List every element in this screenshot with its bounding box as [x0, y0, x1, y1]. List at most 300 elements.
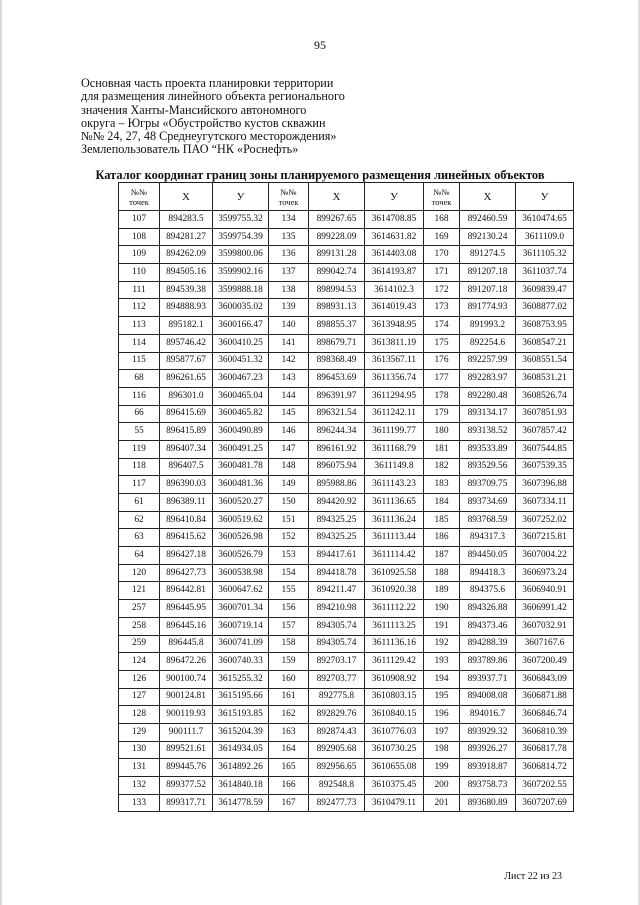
y-cell: 3611136.24	[365, 511, 424, 529]
y-cell: 3600410.25	[213, 334, 269, 352]
y-cell: 3608753.95	[516, 317, 574, 335]
point-number-cell: 176	[424, 352, 460, 370]
x-cell: 893734.69	[460, 494, 516, 512]
x-cell: 893138.52	[460, 423, 516, 441]
y-cell: 3607200.49	[516, 653, 574, 671]
x-cell: 896389.11	[160, 494, 213, 512]
y-cell: 3606817.78	[516, 741, 574, 759]
point-number-cell: 165	[269, 759, 309, 777]
y-cell: 3614934.05	[213, 741, 269, 759]
point-number-cell: 190	[424, 600, 460, 618]
y-cell: 3600035.02	[213, 299, 269, 317]
x-cell: 894325.25	[309, 529, 365, 547]
y-cell: 3611113.25	[365, 617, 424, 635]
x-cell: 895988.86	[309, 476, 365, 494]
point-number-cell: 107	[119, 211, 160, 229]
y-cell: 3607004.22	[516, 547, 574, 565]
point-number-cell: 155	[269, 582, 309, 600]
x-cell: 894305.74	[309, 617, 365, 635]
point-number-cell: 198	[424, 741, 460, 759]
y-cell: 3614892.26	[213, 759, 269, 777]
y-cell: 3606871.88	[516, 688, 574, 706]
x-cell: 899317.71	[160, 794, 213, 812]
y-cell: 3608531.21	[516, 370, 574, 388]
point-number-cell: 166	[269, 777, 309, 795]
x-cell: 892703.77	[309, 670, 365, 688]
point-number-cell: 61	[119, 494, 160, 512]
x-cell: 891274.5	[460, 246, 516, 264]
column-header-x: X	[460, 183, 516, 211]
y-cell: 3611136.65	[365, 494, 424, 512]
y-cell: 3607544.85	[516, 440, 574, 458]
table-header-row	[119, 183, 574, 211]
y-cell: 3600481.36	[213, 476, 269, 494]
column-header-point-number: №№ точек	[119, 183, 160, 211]
y-cell: 3614102.3	[365, 281, 424, 299]
x-cell: 893533.89	[460, 440, 516, 458]
point-number-cell: 108	[119, 228, 160, 246]
y-cell: 3611199.77	[365, 423, 424, 441]
x-cell: 896410.84	[160, 511, 213, 529]
x-cell: 898855.37	[309, 317, 365, 335]
y-cell: 3599755.32	[213, 211, 269, 229]
x-cell: 894418.78	[309, 564, 365, 582]
point-number-cell: 133	[119, 794, 160, 812]
table-body	[119, 211, 574, 812]
y-cell: 3607851.93	[516, 405, 574, 423]
y-cell: 3606973.24	[516, 564, 574, 582]
y-cell: 3607252.02	[516, 511, 574, 529]
y-cell: 3614193.87	[365, 264, 424, 282]
x-cell: 899377.52	[160, 777, 213, 795]
point-number-cell: 259	[119, 635, 160, 653]
x-cell: 896390.03	[160, 476, 213, 494]
x-cell: 893709.75	[460, 476, 516, 494]
point-number-cell: 178	[424, 387, 460, 405]
x-cell: 895746.42	[160, 334, 213, 352]
y-cell: 3611294.95	[365, 387, 424, 405]
table-row	[119, 211, 574, 229]
y-cell: 3606940.91	[516, 582, 574, 600]
y-cell: 3611109.0	[516, 228, 574, 246]
table-row	[119, 564, 574, 582]
y-cell: 3610776.03	[365, 723, 424, 741]
point-number-cell: 175	[424, 334, 460, 352]
y-cell: 3606814.72	[516, 759, 574, 777]
y-cell: 3611356.74	[365, 370, 424, 388]
table-row	[119, 617, 574, 635]
point-number-cell: 113	[119, 317, 160, 335]
table-row	[119, 423, 574, 441]
table-row	[119, 246, 574, 264]
y-cell: 3600166.47	[213, 317, 269, 335]
point-number-cell: 117	[119, 476, 160, 494]
x-cell: 895877.67	[160, 352, 213, 370]
y-cell: 3600740.33	[213, 653, 269, 671]
table-row	[119, 476, 574, 494]
x-cell: 894375.6	[460, 582, 516, 600]
point-number-cell: 150	[269, 494, 309, 512]
y-cell: 3611143.23	[365, 476, 424, 494]
point-number-cell: 127	[119, 688, 160, 706]
x-cell: 896075.94	[309, 458, 365, 476]
point-number-cell: 142	[269, 352, 309, 370]
x-cell: 898931.13	[309, 299, 365, 317]
point-number-cell: 144	[269, 387, 309, 405]
point-number-cell: 156	[269, 600, 309, 618]
x-cell: 893937.71	[460, 670, 516, 688]
table-row	[119, 529, 574, 547]
y-cell: 3613811.19	[365, 334, 424, 352]
point-number-cell: 189	[424, 582, 460, 600]
point-number-cell: 153	[269, 547, 309, 565]
point-number-cell: 157	[269, 617, 309, 635]
x-cell: 894418.3	[460, 564, 516, 582]
point-number-cell: 186	[424, 529, 460, 547]
x-cell: 900100.74	[160, 670, 213, 688]
table-row	[119, 317, 574, 335]
y-cell: 3599754.39	[213, 228, 269, 246]
x-cell: 892775.8	[309, 688, 365, 706]
x-cell: 894016.7	[460, 706, 516, 724]
point-number-cell: 167	[269, 794, 309, 812]
y-cell: 3607396.88	[516, 476, 574, 494]
table-row	[119, 440, 574, 458]
table-title: Каталог координат границ зоны планируемого размещения линейных объектов	[95, 168, 545, 182]
header-line: округа – Югры «Обустройство кустов скважин	[81, 115, 326, 130]
y-cell: 3614019.43	[365, 299, 424, 317]
y-cell: 3599800.06	[213, 246, 269, 264]
x-cell: 899131.28	[309, 246, 365, 264]
header-line: Основная часть проекта планировки территории	[81, 76, 334, 90]
y-cell: 3615195.66	[213, 688, 269, 706]
y-cell: 3614840.18	[213, 777, 269, 795]
y-cell: 3610730.25	[365, 741, 424, 759]
y-cell: 3599902.16	[213, 264, 269, 282]
point-number-cell: 183	[424, 476, 460, 494]
table-row	[119, 387, 574, 405]
coordinates-table	[118, 182, 574, 812]
y-cell: 3607207.69	[516, 794, 574, 812]
x-cell: 894317.3	[460, 529, 516, 547]
point-number-cell: 199	[424, 759, 460, 777]
point-number-cell: 258	[119, 617, 160, 635]
x-cell: 896415.89	[160, 423, 213, 441]
header-line: для размещения линейного объекта регионального	[81, 89, 345, 104]
x-cell: 894008.08	[460, 688, 516, 706]
column-header-x: X	[309, 183, 365, 211]
x-cell: 892956.65	[309, 759, 365, 777]
point-number-cell: 139	[269, 299, 309, 317]
point-number-cell: 152	[269, 529, 309, 547]
y-cell: 3611149.8	[365, 458, 424, 476]
x-cell: 893929.32	[460, 723, 516, 741]
x-cell: 896407.34	[160, 440, 213, 458]
y-cell: 3610655.08	[365, 759, 424, 777]
y-cell: 3615204.39	[213, 723, 269, 741]
point-number-cell: 145	[269, 405, 309, 423]
point-number-cell: 163	[269, 723, 309, 741]
column-header-point-number: №№ точек	[424, 183, 460, 211]
table-row	[119, 547, 574, 565]
x-cell: 894281.27	[160, 228, 213, 246]
x-cell: 892905.68	[309, 741, 365, 759]
y-cell: 3608877.02	[516, 299, 574, 317]
x-cell: 896427.18	[160, 547, 213, 565]
point-number-cell: 182	[424, 458, 460, 476]
column-header-x: X	[160, 183, 213, 211]
y-cell: 3610479.11	[365, 794, 424, 812]
y-cell: 3610840.15	[365, 706, 424, 724]
y-cell: 3611129.42	[365, 653, 424, 671]
y-cell: 3606846.74	[516, 706, 574, 724]
point-number-cell: 200	[424, 777, 460, 795]
page-number: 95	[314, 38, 326, 52]
point-number-cell: 162	[269, 706, 309, 724]
point-number-cell: 171	[424, 264, 460, 282]
y-cell: 3607167.6	[516, 635, 574, 653]
y-cell: 3600701.34	[213, 600, 269, 618]
x-cell: 896407.5	[160, 458, 213, 476]
x-cell: 896244.34	[309, 423, 365, 441]
x-cell: 896445.95	[160, 600, 213, 618]
point-number-cell: 118	[119, 458, 160, 476]
column-header-y: У	[516, 183, 574, 211]
y-cell: 3609839.47	[516, 281, 574, 299]
point-number-cell: 116	[119, 387, 160, 405]
point-number-cell: 169	[424, 228, 460, 246]
y-cell: 3600526.98	[213, 529, 269, 547]
point-number-cell: 66	[119, 405, 160, 423]
x-cell: 891207.18	[460, 281, 516, 299]
column-header-y: У	[213, 183, 269, 211]
y-cell: 3600451.32	[213, 352, 269, 370]
header-line: №№ 24, 27, 48 Среднеугутского месторождения»	[81, 129, 337, 144]
table-row	[119, 706, 574, 724]
point-number-cell: 68	[119, 370, 160, 388]
point-number-cell: 194	[424, 670, 460, 688]
y-cell: 3611136.16	[365, 635, 424, 653]
x-cell: 894417.61	[309, 547, 365, 565]
x-cell: 899267.65	[309, 211, 365, 229]
table-row	[119, 299, 574, 317]
point-number-cell: 124	[119, 653, 160, 671]
x-cell: 900119.93	[160, 706, 213, 724]
y-cell: 3600519.62	[213, 511, 269, 529]
table-row	[119, 777, 574, 795]
x-cell: 894288.39	[460, 635, 516, 653]
y-cell: 3611105.32	[516, 246, 574, 264]
x-cell: 891993.2	[460, 317, 516, 335]
x-cell: 893680.89	[460, 794, 516, 812]
point-number-cell: 160	[269, 670, 309, 688]
x-cell: 894450.05	[460, 547, 516, 565]
y-cell: 3599888.18	[213, 281, 269, 299]
table-row	[119, 653, 574, 671]
point-number-cell: 62	[119, 511, 160, 529]
x-cell: 892548.8	[309, 777, 365, 795]
x-cell: 896321.54	[309, 405, 365, 423]
x-cell: 892703.17	[309, 653, 365, 671]
y-cell: 3600538.98	[213, 564, 269, 582]
point-number-cell: 120	[119, 564, 160, 582]
point-number-cell: 196	[424, 706, 460, 724]
point-number-cell: 164	[269, 741, 309, 759]
point-number-cell: 191	[424, 617, 460, 635]
y-cell: 3608526.74	[516, 387, 574, 405]
point-number-cell: 187	[424, 547, 460, 565]
point-number-cell: 172	[424, 281, 460, 299]
point-number-cell: 181	[424, 440, 460, 458]
point-number-cell: 180	[424, 423, 460, 441]
point-number-cell: 146	[269, 423, 309, 441]
y-cell: 3611242.11	[365, 405, 424, 423]
table-row	[119, 511, 574, 529]
x-cell: 896415.62	[160, 529, 213, 547]
x-cell: 892874.43	[309, 723, 365, 741]
y-cell: 3610920.38	[365, 582, 424, 600]
point-number-cell: 55	[119, 423, 160, 441]
x-cell: 896445.8	[160, 635, 213, 653]
table-row	[119, 582, 574, 600]
header-line: значения Ханты-Мансийского автономного	[81, 102, 307, 117]
y-cell: 3614631.82	[365, 228, 424, 246]
y-cell: 3600741.09	[213, 635, 269, 653]
x-cell: 894210.98	[309, 600, 365, 618]
x-cell: 895182.1	[160, 317, 213, 335]
point-number-cell: 184	[424, 494, 460, 512]
y-cell: 3606810.39	[516, 723, 574, 741]
x-cell: 892130.24	[460, 228, 516, 246]
point-number-cell: 114	[119, 334, 160, 352]
point-number-cell: 174	[424, 317, 460, 335]
table-row	[119, 370, 574, 388]
x-cell: 893918.87	[460, 759, 516, 777]
table-row	[119, 688, 574, 706]
x-cell: 896261.65	[160, 370, 213, 388]
y-cell: 3600490.89	[213, 423, 269, 441]
point-number-cell: 135	[269, 228, 309, 246]
y-cell: 3610474.65	[516, 211, 574, 229]
y-cell: 3600467.23	[213, 370, 269, 388]
sheet-footer: Лист 22 из 23	[504, 871, 562, 882]
point-number-cell: 115	[119, 352, 160, 370]
x-cell: 892280.48	[460, 387, 516, 405]
point-number-cell: 148	[269, 458, 309, 476]
x-cell: 896442.81	[160, 582, 213, 600]
y-cell: 3600526.79	[213, 547, 269, 565]
point-number-cell: 177	[424, 370, 460, 388]
point-number-cell: 109	[119, 246, 160, 264]
table-row	[119, 723, 574, 741]
point-number-cell: 158	[269, 635, 309, 653]
table-row	[119, 334, 574, 352]
table-row	[119, 494, 574, 512]
point-number-cell: 143	[269, 370, 309, 388]
x-cell: 896415.69	[160, 405, 213, 423]
x-cell: 900124.81	[160, 688, 213, 706]
point-number-cell: 197	[424, 723, 460, 741]
x-cell: 894326.88	[460, 600, 516, 618]
y-cell: 3607334.11	[516, 494, 574, 512]
point-number-cell: 130	[119, 741, 160, 759]
x-cell: 894888.93	[160, 299, 213, 317]
y-cell: 3610925.58	[365, 564, 424, 582]
table-row	[119, 405, 574, 423]
x-cell: 894505.16	[160, 264, 213, 282]
y-cell: 3607857.42	[516, 423, 574, 441]
point-number-cell: 179	[424, 405, 460, 423]
document-header	[81, 77, 501, 157]
y-cell: 3614708.85	[365, 211, 424, 229]
table-row	[119, 670, 574, 688]
x-cell: 891207.18	[460, 264, 516, 282]
x-cell: 892254.6	[460, 334, 516, 352]
table-row	[119, 600, 574, 618]
x-cell: 898368.49	[309, 352, 365, 370]
x-cell: 893134.17	[460, 405, 516, 423]
x-cell: 893758.73	[460, 777, 516, 795]
x-cell: 894373.46	[460, 617, 516, 635]
point-number-cell: 188	[424, 564, 460, 582]
y-cell: 3607032.91	[516, 617, 574, 635]
x-cell: 892829.76	[309, 706, 365, 724]
x-cell: 894283.5	[160, 211, 213, 229]
y-cell: 3608547.21	[516, 334, 574, 352]
point-number-cell: 134	[269, 211, 309, 229]
y-cell: 3606843.09	[516, 670, 574, 688]
x-cell: 893789.86	[460, 653, 516, 671]
x-cell: 896445.16	[160, 617, 213, 635]
x-cell: 899521.61	[160, 741, 213, 759]
x-cell: 892283.97	[460, 370, 516, 388]
x-cell: 898994.53	[309, 281, 365, 299]
y-cell: 3610908.92	[365, 670, 424, 688]
y-cell: 3615255.32	[213, 670, 269, 688]
x-cell: 893529.56	[460, 458, 516, 476]
point-number-cell: 110	[119, 264, 160, 282]
x-cell: 896161.92	[309, 440, 365, 458]
table-row	[119, 759, 574, 777]
x-cell: 891774.93	[460, 299, 516, 317]
point-number-cell: 147	[269, 440, 309, 458]
point-number-cell: 141	[269, 334, 309, 352]
point-number-cell: 185	[424, 511, 460, 529]
y-cell: 3611112.22	[365, 600, 424, 618]
y-cell: 3606991.42	[516, 600, 574, 618]
y-cell: 3607215.81	[516, 529, 574, 547]
y-cell: 3614403.08	[365, 246, 424, 264]
y-cell: 3600719.14	[213, 617, 269, 635]
x-cell: 893768.59	[460, 511, 516, 529]
x-cell: 898679.71	[309, 334, 365, 352]
point-number-cell: 132	[119, 777, 160, 795]
point-number-cell: 201	[424, 794, 460, 812]
table-row	[119, 794, 574, 812]
point-number-cell: 119	[119, 440, 160, 458]
table-row	[119, 458, 574, 476]
x-cell: 894325.25	[309, 511, 365, 529]
point-number-cell: 121	[119, 582, 160, 600]
y-cell: 3600491.25	[213, 440, 269, 458]
x-cell: 894305.74	[309, 635, 365, 653]
column-header-point-number: №№ точек	[269, 183, 309, 211]
point-number-cell: 140	[269, 317, 309, 335]
x-cell: 896453.69	[309, 370, 365, 388]
x-cell: 892477.73	[309, 794, 365, 812]
point-number-cell: 137	[269, 264, 309, 282]
x-cell: 899228.09	[309, 228, 365, 246]
